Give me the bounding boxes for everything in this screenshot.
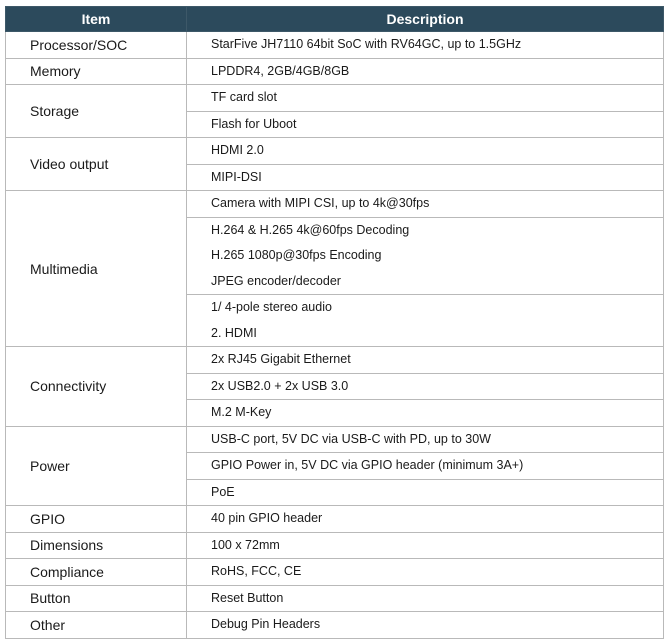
description-line: USB-C port, 5V DC via USB-C with PD, up to 30W bbox=[211, 431, 491, 446]
table-row bbox=[6, 85, 664, 112]
description-line: M.2 M-Key bbox=[211, 405, 272, 419]
description-cell bbox=[187, 426, 664, 453]
item-cell: Processor/SOC bbox=[6, 32, 187, 59]
description-line: Flash for Uboot bbox=[211, 116, 297, 131]
description-line: JPEG encoder/decoder bbox=[211, 273, 341, 288]
description-line: Reset Button bbox=[211, 590, 284, 605]
description-cell bbox=[187, 164, 664, 191]
item-cell: Compliance bbox=[6, 559, 187, 586]
table-row bbox=[6, 532, 664, 559]
description-cell bbox=[187, 138, 664, 165]
table-row bbox=[6, 347, 664, 374]
description-line: 1/ 4-pole stereo audio bbox=[211, 300, 332, 314]
description-line: RoHS, FCC, CE bbox=[211, 564, 302, 578]
description-cell bbox=[187, 295, 664, 347]
item-cell: Dimensions bbox=[6, 532, 187, 559]
header-item: Item bbox=[6, 7, 187, 32]
item-cell: Memory bbox=[6, 58, 187, 85]
description-line: TF card slot bbox=[211, 90, 277, 104]
table-row bbox=[6, 138, 664, 165]
table-row bbox=[6, 58, 664, 85]
description-line: 40 pin GPIO header bbox=[211, 511, 323, 525]
description-cell bbox=[187, 111, 664, 138]
item-cell: Button bbox=[6, 585, 187, 612]
description-line: 2x RJ45 Gigabit Ethernet bbox=[211, 352, 351, 366]
description-cell bbox=[187, 85, 664, 112]
spec-table bbox=[5, 6, 664, 639]
description-line: GPIO Power in, 5V DC via GPIO header (minimum 3A+) bbox=[211, 458, 524, 472]
table-row bbox=[6, 191, 664, 218]
description-cell bbox=[187, 217, 664, 295]
description-cell bbox=[187, 347, 664, 374]
description-line: PoE bbox=[211, 484, 235, 499]
table-body bbox=[6, 32, 664, 639]
description-cell bbox=[187, 479, 664, 506]
description-line: Debug Pin Headers bbox=[211, 617, 321, 631]
description-cell bbox=[187, 585, 664, 612]
item-cell: Multimedia bbox=[6, 191, 187, 347]
table-row bbox=[6, 506, 664, 533]
table-row bbox=[6, 426, 664, 453]
table-row bbox=[6, 559, 664, 586]
description-cell bbox=[187, 532, 664, 559]
item-cell: Power bbox=[6, 426, 187, 506]
item-cell: Other bbox=[6, 612, 187, 639]
description-cell bbox=[187, 453, 664, 480]
item-cell: Storage bbox=[6, 85, 187, 138]
description-line: 2x USB2.0 + 2x USB 3.0 bbox=[211, 378, 349, 393]
description-line: MIPI-DSI bbox=[211, 169, 262, 184]
description-cell bbox=[187, 58, 664, 85]
description-line: Camera with MIPI CSI, up to 4k@30fps bbox=[211, 196, 430, 210]
table-row bbox=[6, 612, 664, 639]
description-line: H.264 & H.265 4k@60fps Decoding bbox=[211, 222, 410, 237]
item-cell: Video output bbox=[6, 138, 187, 191]
description-cell bbox=[187, 612, 664, 639]
description-line: H.265 1080p@30fps Encoding bbox=[211, 248, 382, 262]
description-line: StarFive JH7110 64bit SoC with RV64GC, up to 1.5GHz bbox=[211, 37, 522, 51]
description-cell bbox=[187, 373, 664, 400]
item-cell: Connectivity bbox=[6, 347, 187, 427]
description-cell bbox=[187, 191, 664, 218]
table-row bbox=[6, 585, 664, 612]
header-description: Description bbox=[187, 7, 664, 32]
item-cell: GPIO bbox=[6, 506, 187, 533]
description-cell bbox=[187, 559, 664, 586]
description-line: LPDDR4, 2GB/4GB/8GB bbox=[211, 63, 350, 78]
description-cell bbox=[187, 400, 664, 427]
table-header-row bbox=[6, 7, 664, 32]
description-cell bbox=[187, 32, 664, 59]
description-line: 100 x 72mm bbox=[211, 537, 280, 552]
description-line: HDMI 2.0 bbox=[211, 143, 264, 157]
table-row bbox=[6, 32, 664, 59]
description-line: 2. HDMI bbox=[211, 325, 257, 340]
description-cell bbox=[187, 506, 664, 533]
